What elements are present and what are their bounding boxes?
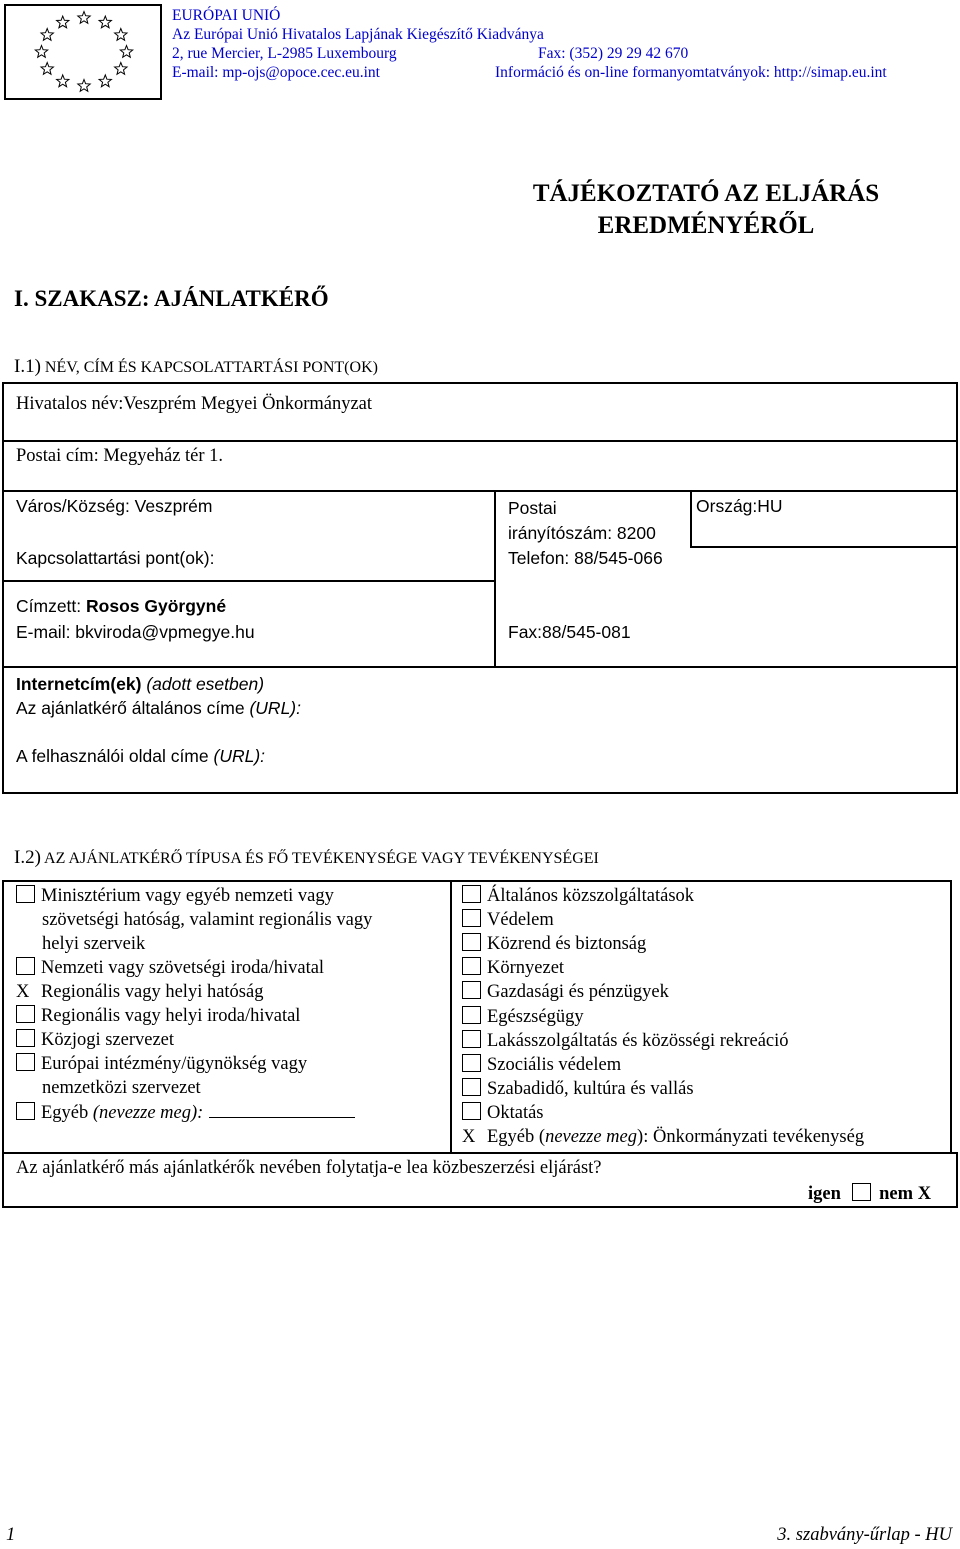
divider [4, 440, 956, 442]
postal-code [508, 496, 656, 546]
activity-label: Oktatás [487, 1102, 544, 1123]
title-line-1: TÁJÉKOZTATÓ AZ ELJÁRÁS [532, 180, 880, 207]
type-label-cont: helyi szerveik [42, 934, 146, 954]
divider [690, 490, 692, 548]
type-checkbox[interactable] [16, 1053, 35, 1071]
type-checkbox[interactable] [16, 1029, 35, 1047]
star-icon [41, 63, 53, 75]
type-hint: (nevezze meg): [92, 1103, 204, 1123]
activity-label: Egészségügy [487, 1006, 584, 1027]
postal-code-label: Postai [508, 498, 557, 518]
internet-heading [16, 674, 264, 695]
activity-option[interactable] [462, 980, 669, 1004]
type-option[interactable] [16, 1004, 300, 1028]
type-checkbox[interactable] [16, 885, 35, 903]
type-label: Regionális vagy helyi hatóság [41, 982, 264, 1002]
star-icon [41, 29, 53, 41]
activity-label: Lakásszolgáltatás és közösségi rekreáció [487, 1030, 789, 1051]
other-type-input[interactable] [209, 1101, 355, 1118]
contact-fax: Fax:88/545-081 [508, 622, 631, 642]
buyer-profile-url[interactable] [16, 746, 265, 767]
section-title: I. SZAKASZ: AJÁNLATKÉRŐ [14, 286, 329, 311]
type-label-cont: nemzetközi szervezet [42, 1078, 201, 1098]
divider [4, 666, 956, 668]
contact-email[interactable]: E-mail: bkviroda@vpmegye.hu [16, 622, 255, 642]
other-activity-option[interactable]: X Egyéb (nevezze meg): Önkormányzati tevékenység [462, 1127, 865, 1147]
contact-label: Kapcsolattartási pont(ok): [16, 548, 215, 568]
header-email: E-mail: mp-ojs@opoce.cec.eu.int [172, 64, 380, 81]
eu-flag [4, 4, 162, 100]
section-i2-heading [14, 847, 599, 869]
general-url-label: Az ajánlatkérő általános címe [16, 698, 245, 718]
activity-checkbox[interactable] [462, 1030, 481, 1048]
activity-option[interactable] [462, 932, 646, 956]
activity-checkbox[interactable] [462, 933, 481, 951]
page-number: 1 [6, 1525, 16, 1545]
behalf-question: Az ajánlatkérő más ajánlatkérők nevében folytatja-e lea közbeszerzési eljárást? [16, 1158, 602, 1178]
header-info-link[interactable]: Információ és on-line formanyomtatványok: http://simap.eu.int [495, 64, 887, 81]
type-option[interactable] [16, 1028, 174, 1052]
activity-checkbox[interactable] [462, 957, 481, 975]
type-label: Egyéb [41, 1103, 89, 1123]
type-option[interactable] [16, 1101, 355, 1125]
title-line-2: EREDMÉNYÉRŐL [597, 212, 815, 239]
no-label: nem [879, 1184, 914, 1204]
star-icon [99, 75, 111, 87]
activity-checkbox[interactable] [462, 981, 481, 999]
country: Ország:HU [696, 496, 783, 516]
divider [690, 546, 956, 548]
recipient-label: Címzett: [16, 596, 82, 616]
no-mark[interactable]: X [917, 1184, 932, 1204]
recipient-name: Rosos Györgyné [86, 596, 227, 616]
yes-checkbox[interactable] [852, 1183, 871, 1201]
i1-heading-text: NÉV, CÍM ÉS KAPCSOLATTARTÁSI PONT(OK) [44, 359, 378, 376]
form-name: 3. szabvány-űrlap - HU [777, 1525, 952, 1545]
activity-option[interactable] [462, 884, 694, 908]
star-icon [57, 75, 69, 87]
activity-option[interactable] [462, 1029, 789, 1053]
activity-label: Általános közszolgáltatások [487, 886, 695, 906]
internet-hint: (adott esetben) [146, 674, 265, 694]
type-option[interactable] [16, 980, 263, 1004]
type-mark[interactable]: X [16, 982, 30, 1002]
star-icon [35, 46, 47, 58]
other-activity-label: Egyéb [487, 1127, 535, 1147]
type-option[interactable] [16, 1052, 307, 1100]
contact-table [2, 382, 958, 794]
header-fax: Fax: (352) 29 29 42 670 [538, 45, 689, 62]
behalf-answer [808, 1183, 931, 1205]
star-icon [120, 46, 132, 58]
type-label: Európai intézmény/ügynökség vagy [41, 1054, 308, 1074]
type-option[interactable] [16, 884, 372, 956]
activity-option[interactable] [462, 956, 564, 980]
eu-stars-flag-icon [6, 6, 160, 98]
activity-checkbox[interactable] [462, 1054, 481, 1072]
type-checkbox[interactable] [16, 1102, 35, 1120]
type-checkbox[interactable] [16, 957, 35, 975]
header-org-name: EURÓPAI UNIÓ [172, 7, 281, 24]
activity-checkbox[interactable] [462, 909, 481, 927]
other-activity-hint: nevezze meg [545, 1127, 638, 1147]
star-icon [57, 16, 69, 28]
buyer-profile-label: A felhasználói oldal címe [16, 746, 209, 766]
type-label: Minisztérium vagy egyéb nemzeti vagy [41, 886, 334, 906]
activity-label: Közrend és biztonság [487, 934, 647, 955]
activity-option[interactable] [462, 1005, 584, 1029]
behalf-box [2, 1152, 958, 1208]
divider [4, 490, 956, 492]
buyer-profile-hint: (URL): [213, 746, 266, 766]
i2-number: I.2) [14, 847, 41, 868]
other-activity-value: : Önkormányzati tevékenység [643, 1127, 865, 1147]
star-icon [78, 80, 90, 92]
activity-label: Szociális védelem [487, 1054, 622, 1075]
activity-checkbox[interactable] [462, 885, 481, 903]
type-label-cont: szövetségi hatóság, valamint regionális vagy [42, 910, 373, 930]
activity-label: Szabadidő, kultúra és vallás [487, 1078, 694, 1099]
document-title [480, 178, 932, 242]
general-url-hint: (URL): [249, 698, 301, 718]
official-name: Hivatalos név:Veszprém Megyei Önkormányzat [16, 394, 373, 414]
activity-checkbox[interactable] [462, 1078, 481, 1096]
postal-address: Postai cím: Megyeház tér 1. [16, 446, 224, 466]
divider [450, 882, 452, 1152]
activity-label: Környezet [487, 958, 565, 979]
recipient [16, 596, 226, 617]
type-checkbox[interactable] [16, 1005, 35, 1023]
phone: Telefon: 88/545-066 [508, 548, 663, 568]
activity-option[interactable] [462, 1101, 544, 1125]
type-label: Regionális vagy helyi iroda/hivatal [41, 1006, 301, 1026]
activity-option[interactable] [462, 1077, 694, 1101]
activity-mark[interactable]: X [462, 1127, 476, 1147]
header-publication: Az Európai Unió Hivatalos Lapjának Kiegészítő Kiadványa [172, 26, 544, 43]
general-url[interactable] [16, 698, 301, 719]
type-option[interactable] [16, 956, 324, 980]
header-address: 2, rue Mercier, L-2985 Luxembourg [172, 45, 397, 62]
activity-checkbox[interactable] [462, 1102, 481, 1120]
activity-checkbox[interactable] [462, 1006, 481, 1024]
section-i1-heading [14, 356, 378, 378]
yes-label: igen [808, 1184, 841, 1204]
type-label: Közjogi szervezet [41, 1030, 175, 1050]
activity-label: Gazdasági és pénzügyek [487, 982, 669, 1003]
divider [4, 580, 494, 582]
star-icon [115, 63, 127, 75]
activity-label: Védelem [487, 910, 554, 931]
activity-option[interactable] [462, 1053, 621, 1077]
postal-code-value: irányítószám: 8200 [508, 523, 656, 543]
i2-heading-text: AZ AJÁNLATKÉRŐ TÍPUSA ÉS FŐ TEVÉKENYSÉGE VAGY TEVÉKENYSÉGEI [44, 850, 599, 867]
city: Város/Község: Veszprém [16, 496, 213, 516]
type-label: Nemzeti vagy szövetségi iroda/hivatal [41, 958, 325, 978]
activity-option[interactable] [462, 908, 554, 932]
star-icon [99, 16, 111, 28]
i1-number: I.1) [14, 356, 41, 377]
star-icon [78, 12, 90, 24]
star-icon [115, 29, 127, 41]
divider [494, 490, 496, 668]
internet-label: Internetcím(ek) [16, 674, 142, 694]
